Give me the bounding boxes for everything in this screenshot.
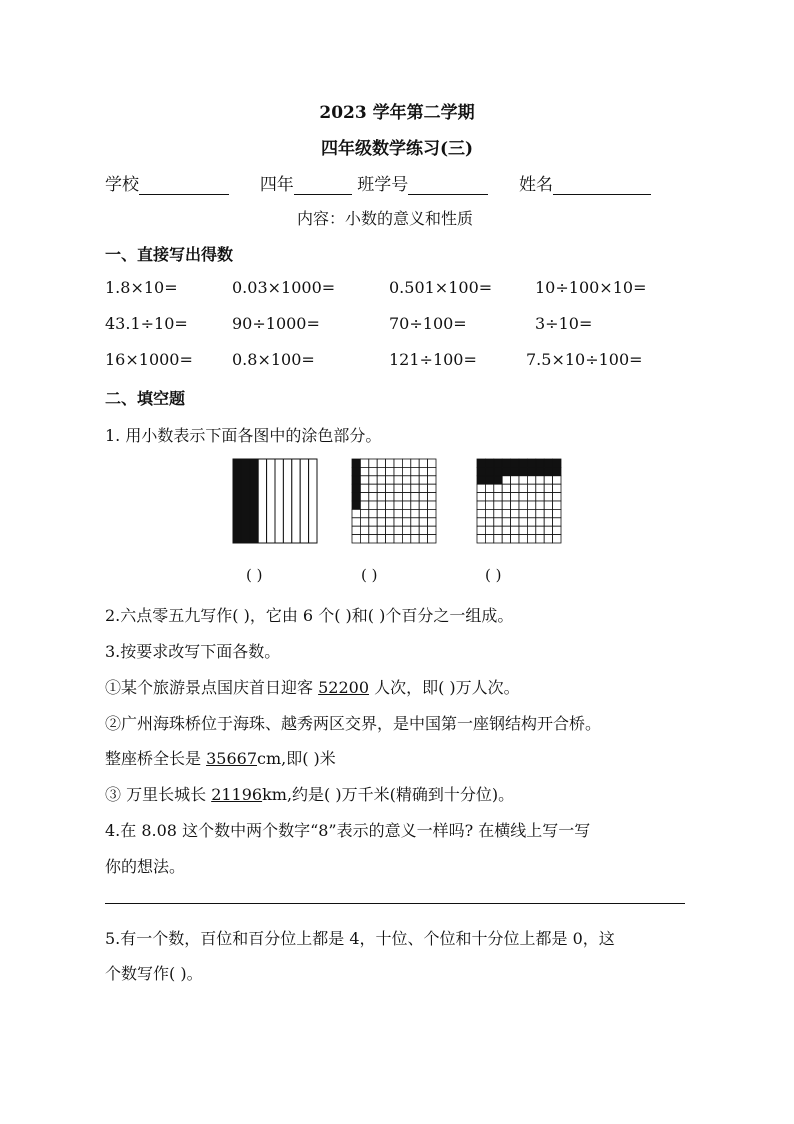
grid-cell — [402, 493, 410, 501]
shaded-cell — [511, 467, 519, 475]
grid-cell — [502, 535, 510, 543]
grid-cell — [527, 526, 535, 534]
decimal-strips-figure — [232, 458, 318, 544]
grid-cell — [402, 535, 410, 543]
grid-cell — [511, 535, 519, 543]
shaded-cell — [477, 476, 485, 484]
grid-cell — [377, 501, 385, 509]
grid-cell — [352, 526, 360, 534]
grid-cell — [519, 493, 527, 501]
shaded-cell — [477, 459, 485, 467]
shaded-cell — [352, 484, 360, 492]
grid-cell — [419, 526, 427, 534]
grid-cell — [536, 509, 544, 517]
grid-cell — [352, 518, 360, 526]
grid-cell — [527, 501, 535, 509]
section2-heading: 二、填空题 — [105, 389, 186, 408]
shaded-cell — [536, 467, 544, 475]
grid-cell — [419, 501, 427, 509]
grid-cell — [402, 484, 410, 492]
strip — [275, 459, 283, 543]
name-blank[interactable] — [553, 176, 651, 195]
grid-cell — [394, 484, 402, 492]
grid-cell — [402, 476, 410, 484]
grid-cell — [394, 476, 402, 484]
grid-cell — [419, 493, 427, 501]
calc-r3c1: 16×1000= — [105, 350, 193, 369]
shaded-cell — [352, 493, 360, 501]
grid-cell — [386, 518, 394, 526]
grid-cell — [519, 476, 527, 484]
grid-cell — [386, 467, 394, 475]
grid-cell — [502, 518, 510, 526]
q4-answer-line[interactable] — [105, 903, 685, 904]
grid-cell — [369, 476, 377, 484]
grid-cell — [411, 459, 419, 467]
grid-cell — [386, 484, 394, 492]
grid-cell — [411, 501, 419, 509]
grid-cell — [519, 501, 527, 509]
grid-cell — [360, 467, 368, 475]
grid-cell — [428, 526, 436, 534]
school-blank[interactable] — [139, 176, 229, 195]
grid-cell — [536, 484, 544, 492]
shaded-cell — [511, 459, 519, 467]
grid-cell — [369, 484, 377, 492]
shaded-cell — [352, 501, 360, 509]
shaded-cell — [544, 467, 552, 475]
grid-cell — [411, 518, 419, 526]
grid-cell — [511, 476, 519, 484]
shaded-strip — [233, 459, 241, 543]
grid-cell — [352, 535, 360, 543]
shaded-cell — [352, 467, 360, 475]
shaded-cell — [527, 459, 535, 467]
grid-cell — [536, 476, 544, 484]
class-no-blank[interactable] — [408, 176, 488, 195]
grid-cell — [386, 509, 394, 517]
grid-cell — [369, 518, 377, 526]
grid-cell — [360, 493, 368, 501]
grid-cell — [494, 501, 502, 509]
grid-cell — [369, 509, 377, 517]
answer-paren-2[interactable]: ( ) — [361, 566, 378, 584]
shaded-cell — [494, 459, 502, 467]
grid-cell — [502, 501, 510, 509]
grid-cell — [519, 518, 527, 526]
grid-cell — [402, 501, 410, 509]
q3-item1-number: 52200 — [318, 678, 369, 697]
grid-cell — [485, 518, 493, 526]
grid-cell — [428, 518, 436, 526]
grid-cell — [377, 535, 385, 543]
grid-cell — [428, 501, 436, 509]
shaded-cell — [536, 459, 544, 467]
class-no-label: 班学号 — [357, 175, 409, 195]
grid-cell — [527, 493, 535, 501]
q4-line1: 4.在 8.08 这个数中两个数字“8”表示的意义一样吗? 在横线上写一写 — [105, 821, 591, 840]
grid-cell — [394, 518, 402, 526]
grid-cell — [386, 459, 394, 467]
grid-cell — [494, 518, 502, 526]
strip — [292, 459, 300, 543]
shaded-cell — [494, 467, 502, 475]
grid-cell — [544, 535, 552, 543]
grid-cell — [553, 476, 561, 484]
grid-cell — [411, 526, 419, 534]
grid-cell — [386, 476, 394, 484]
grid-cell — [428, 509, 436, 517]
grid-cell — [352, 509, 360, 517]
grid-cell — [402, 526, 410, 534]
calc-r3c3: 121÷100= — [389, 350, 477, 369]
grid-cell — [386, 493, 394, 501]
shaded-cell — [494, 476, 502, 484]
shaded-cell — [519, 459, 527, 467]
school-label: 学校 — [105, 175, 139, 195]
grid-cell — [519, 526, 527, 534]
q3-item1: ①某个旅游景点国庆首日迎客 52200 人次，即( )万人次。 — [105, 678, 520, 697]
calc-r2c2: 90÷1000= — [232, 314, 320, 333]
grade-blank[interactable] — [294, 176, 352, 195]
shaded-strip — [241, 459, 249, 543]
grid-cell — [494, 509, 502, 517]
info-fields-row — [105, 170, 651, 195]
grid-cell — [502, 509, 510, 517]
grid-cell — [553, 493, 561, 501]
grid-cell — [411, 535, 419, 543]
grid-cell — [360, 535, 368, 543]
calc-r3c2: 0.8×100= — [232, 350, 315, 369]
page-title: 2023 学年第二学期 — [319, 103, 475, 123]
grid-cell — [553, 484, 561, 492]
grid-cell — [411, 476, 419, 484]
answer-paren-3[interactable]: ( ) — [485, 566, 502, 584]
grid-cell — [536, 526, 544, 534]
grid-cell — [411, 484, 419, 492]
grid-cell — [377, 518, 385, 526]
q3-item2-number: 35667 — [206, 749, 257, 768]
grid-cell — [477, 535, 485, 543]
grid-cell — [428, 459, 436, 467]
calc-r1c4: 10÷100×10= — [535, 278, 647, 297]
grid-cell — [485, 501, 493, 509]
grid-cell — [386, 526, 394, 534]
grid-cell — [360, 484, 368, 492]
grid-cell — [536, 501, 544, 509]
grid-cell — [402, 518, 410, 526]
calc-r2c4: 3÷10= — [535, 314, 593, 333]
content-line: 内容：小数的意义和性质 — [296, 209, 473, 228]
q5-line1: 5.有一个数，百位和百分位上都是 4，十位、个位和十分位上都是 0，这 — [105, 929, 615, 948]
grid-cell — [544, 493, 552, 501]
grid-cell — [511, 526, 519, 534]
grid-cell — [553, 535, 561, 543]
strip — [267, 459, 275, 543]
section1-heading: 一、直接写出得数 — [105, 245, 234, 264]
q1-text: 1. 用小数表示下面各图中的涂色部分。 — [105, 426, 382, 445]
shaded-cell — [519, 467, 527, 475]
calc-r1c2: 0.03×1000= — [232, 278, 336, 297]
grid-cell — [527, 518, 535, 526]
grid-cell — [544, 526, 552, 534]
page-subtitle: 四年级数学练习(三) — [320, 139, 474, 159]
grid-cell — [394, 459, 402, 467]
grid-cell — [502, 476, 510, 484]
grid-cell — [527, 509, 535, 517]
grid-cell — [511, 501, 519, 509]
grid-cell — [394, 467, 402, 475]
q5-line2: 个数写作( )。 — [105, 964, 203, 983]
strip — [309, 459, 317, 543]
grid-cell — [553, 501, 561, 509]
grid-cell — [485, 535, 493, 543]
grid-cell — [544, 484, 552, 492]
grid-cell — [477, 518, 485, 526]
grid-cell — [477, 493, 485, 501]
grid-cell — [477, 509, 485, 517]
shaded-cell — [352, 459, 360, 467]
grade-label: 四年 — [259, 175, 294, 195]
shaded-cell — [485, 476, 493, 484]
grid-cell — [485, 509, 493, 517]
grid-cell — [411, 493, 419, 501]
grid-cell — [386, 535, 394, 543]
calc-r2c3: 70÷100= — [389, 314, 467, 333]
grid-cell — [428, 476, 436, 484]
grid-cell — [536, 535, 544, 543]
answer-paren-1[interactable]: ( ) — [246, 566, 263, 584]
grid-cell — [477, 501, 485, 509]
calc-r2c1: 43.1÷10= — [105, 314, 188, 333]
grid-cell — [544, 509, 552, 517]
strip — [283, 459, 291, 543]
grid-cell — [477, 526, 485, 534]
grid-cell — [419, 509, 427, 517]
grid-cell — [511, 518, 519, 526]
grid-cell — [394, 493, 402, 501]
grid-cell — [519, 484, 527, 492]
hundred-grid-figure-1 — [351, 458, 437, 544]
grid-cell — [386, 501, 394, 509]
grid-cell — [369, 535, 377, 543]
grid-cell — [377, 476, 385, 484]
grid-cell — [419, 484, 427, 492]
grid-cell — [428, 484, 436, 492]
grid-cell — [553, 526, 561, 534]
grid-cell — [428, 493, 436, 501]
grid-cell — [494, 526, 502, 534]
shaded-cell — [502, 459, 510, 467]
grid-cell — [485, 493, 493, 501]
grid-cell — [428, 467, 436, 475]
shaded-strip — [250, 459, 258, 543]
grid-cell — [544, 518, 552, 526]
q3-item3-number: 21196 — [211, 785, 263, 804]
grid-cell — [419, 535, 427, 543]
grid-cell — [377, 509, 385, 517]
shaded-cell — [477, 467, 485, 475]
grid-cell — [519, 535, 527, 543]
grid-cell — [553, 518, 561, 526]
grid-cell — [394, 501, 402, 509]
name-label: 姓名 — [519, 175, 554, 195]
grid-cell — [402, 509, 410, 517]
grid-cell — [360, 459, 368, 467]
grid-cell — [511, 484, 519, 492]
q3-item2-line2: 整座桥全长是 35667cm,即( )米 — [105, 749, 336, 768]
grid-cell — [519, 509, 527, 517]
q4-line2: 你的想法。 — [105, 857, 186, 876]
grid-cell — [402, 459, 410, 467]
q3-item2-line1: ②广州海珠桥位于海珠、越秀两区交界，是中国第一座钢结构开合桥。 — [105, 714, 602, 733]
strip — [258, 459, 266, 543]
grid-cell — [419, 518, 427, 526]
strip — [300, 459, 308, 543]
grid-cell — [402, 467, 410, 475]
grid-cell — [394, 509, 402, 517]
grid-cell — [536, 518, 544, 526]
grid-cell — [377, 467, 385, 475]
grid-cell — [369, 526, 377, 534]
calc-r1c3: 0.501×100= — [389, 278, 493, 297]
grid-cell — [511, 509, 519, 517]
grid-cell — [428, 535, 436, 543]
shaded-cell — [527, 467, 535, 475]
shaded-cell — [485, 467, 493, 475]
grid-cell — [544, 501, 552, 509]
grid-cell — [369, 501, 377, 509]
grid-cell — [360, 476, 368, 484]
calc-r1c1: 1.8×10= — [105, 278, 178, 297]
grid-cell — [377, 526, 385, 534]
grid-cell — [369, 467, 377, 475]
grid-cell — [360, 526, 368, 534]
grid-cell — [485, 484, 493, 492]
grid-cell — [419, 467, 427, 475]
shaded-cell — [485, 459, 493, 467]
grid-cell — [527, 476, 535, 484]
q3-text: 3.按要求改写下面各数。 — [105, 642, 281, 661]
grid-cell — [527, 484, 535, 492]
grid-cell — [527, 535, 535, 543]
grid-cell — [494, 484, 502, 492]
grid-cell — [494, 535, 502, 543]
shaded-cell — [553, 467, 561, 475]
shaded-cell — [544, 459, 552, 467]
q2-text: 2.六点零五九写作( )，它由 6 个( )和( )个百分之一组成。 — [105, 606, 514, 625]
grid-cell — [502, 493, 510, 501]
grid-cell — [502, 526, 510, 534]
grid-cell — [494, 493, 502, 501]
grid-cell — [377, 484, 385, 492]
q3-item3: ③ 万里长城长 21196km,约是( )万千米(精确到十分位)。 — [105, 785, 515, 804]
grid-cell — [411, 509, 419, 517]
grid-cell — [360, 501, 368, 509]
grid-cell — [360, 518, 368, 526]
calc-r3c4: 7.5×10÷100= — [526, 350, 643, 369]
grid-cell — [553, 509, 561, 517]
grid-cell — [394, 535, 402, 543]
grid-cell — [377, 493, 385, 501]
grid-cell — [485, 526, 493, 534]
grid-cell — [369, 493, 377, 501]
grid-cell — [369, 459, 377, 467]
shaded-cell — [553, 459, 561, 467]
shaded-cell — [352, 476, 360, 484]
grid-cell — [502, 484, 510, 492]
grid-cell — [544, 476, 552, 484]
grid-cell — [477, 484, 485, 492]
grid-cell — [377, 459, 385, 467]
grid-cell — [419, 459, 427, 467]
grid-cell — [511, 493, 519, 501]
shaded-cell — [502, 467, 510, 475]
grid-cell — [536, 493, 544, 501]
grid-cell — [360, 509, 368, 517]
grid-cell — [411, 467, 419, 475]
hundred-grid-figure-2 — [476, 458, 562, 544]
grid-cell — [419, 476, 427, 484]
grid-cell — [394, 526, 402, 534]
